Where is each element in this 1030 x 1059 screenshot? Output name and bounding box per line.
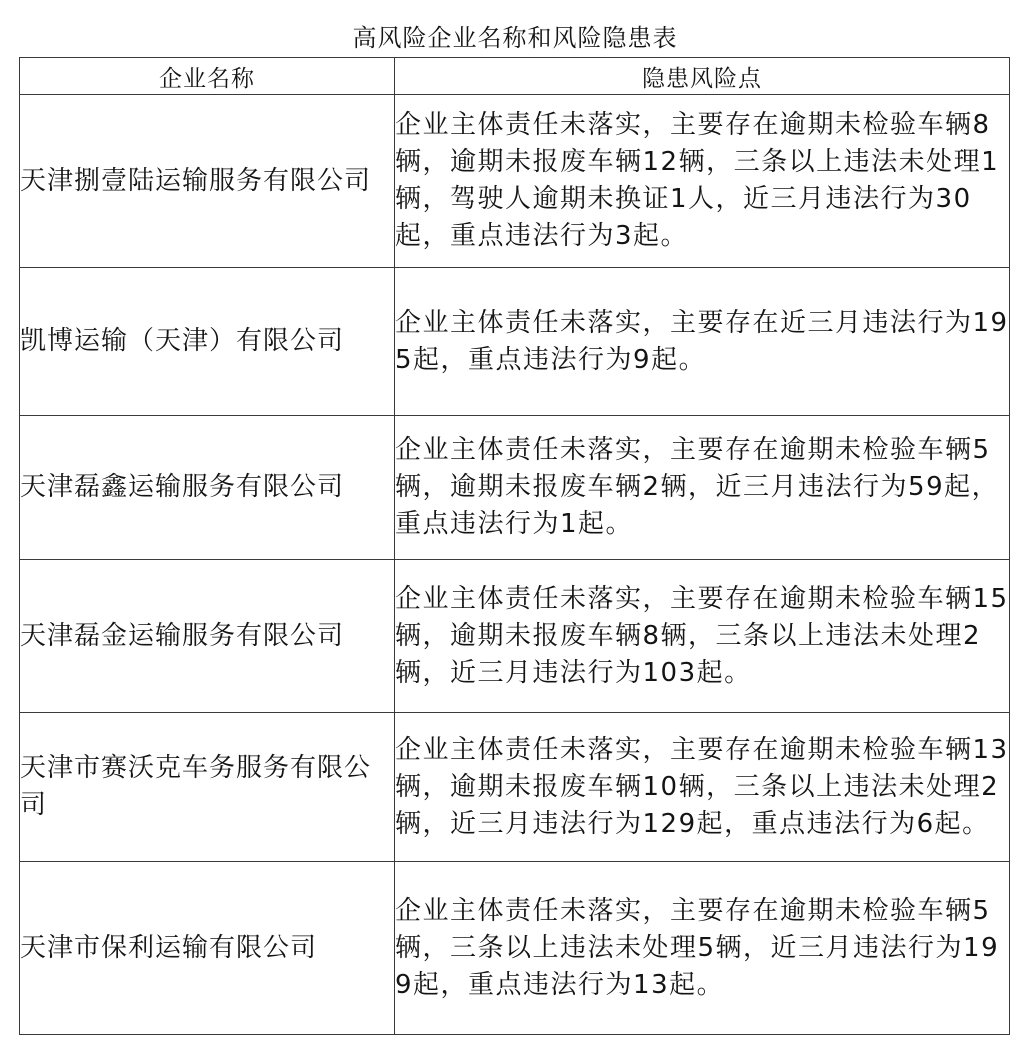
company-name-cell: 天津市保利运输有限公司 [20,862,395,1035]
risk-points-cell: 企业主体责任未落实，主要存在近三月违法行为195起，重点违法行为9起。 [395,268,1010,416]
company-name-cell: 天津捌壹陆运输服务有限公司 [20,95,395,268]
risk-points-cell: 企业主体责任未落实，主要存在逾期未检验车辆5辆，三条以上违法未处理5辆，近三月违法行为199起，重点违法行为13起。 [395,862,1010,1035]
table-row [20,713,1010,862]
table-row [20,862,1010,1035]
header-risk-points: 隐患风险点 [395,58,1010,95]
table-header-row [20,58,1010,95]
page-title: 高风险企业名称和风险隐患表 [352,24,678,52]
risk-points-cell: 企业主体责任未落实，主要存在逾期未检验车辆8辆，逾期未报废车辆12辆，三条以上违法未处理1辆，驾驶人逾期未换证1人，近三月违法行为30起，重点违法行为3起。 [395,95,1010,268]
company-name-cell: 天津市赛沃克车务服务有限公司 [20,713,395,862]
header-company-name: 企业名称 [20,58,395,95]
company-name-cell: 天津磊金运输服务有限公司 [20,560,395,713]
risk-points-cell: 企业主体责任未落实，主要存在逾期未检验车辆15辆，逾期未报废车辆8辆，三条以上违法未处理2辆，近三月违法行为103起。 [395,560,1010,713]
company-name-cell: 天津磊鑫运输服务有限公司 [20,416,395,560]
table-row [20,268,1010,416]
risk-table [19,57,1010,1035]
table-row [20,560,1010,713]
risk-points-cell: 企业主体责任未落实，主要存在逾期未检验车辆5辆，逾期未报废车辆2辆，近三月违法行为59起，重点违法行为1起。 [395,416,1010,560]
company-name-cell: 凯博运输（天津）有限公司 [20,268,395,416]
table-row [20,95,1010,268]
risk-points-cell: 企业主体责任未落实，主要存在逾期未检验车辆13辆，逾期未报废车辆10辆，三条以上违法未处理2辆，近三月违法行为129起，重点违法行为6起。 [395,713,1010,862]
table-row [20,416,1010,560]
